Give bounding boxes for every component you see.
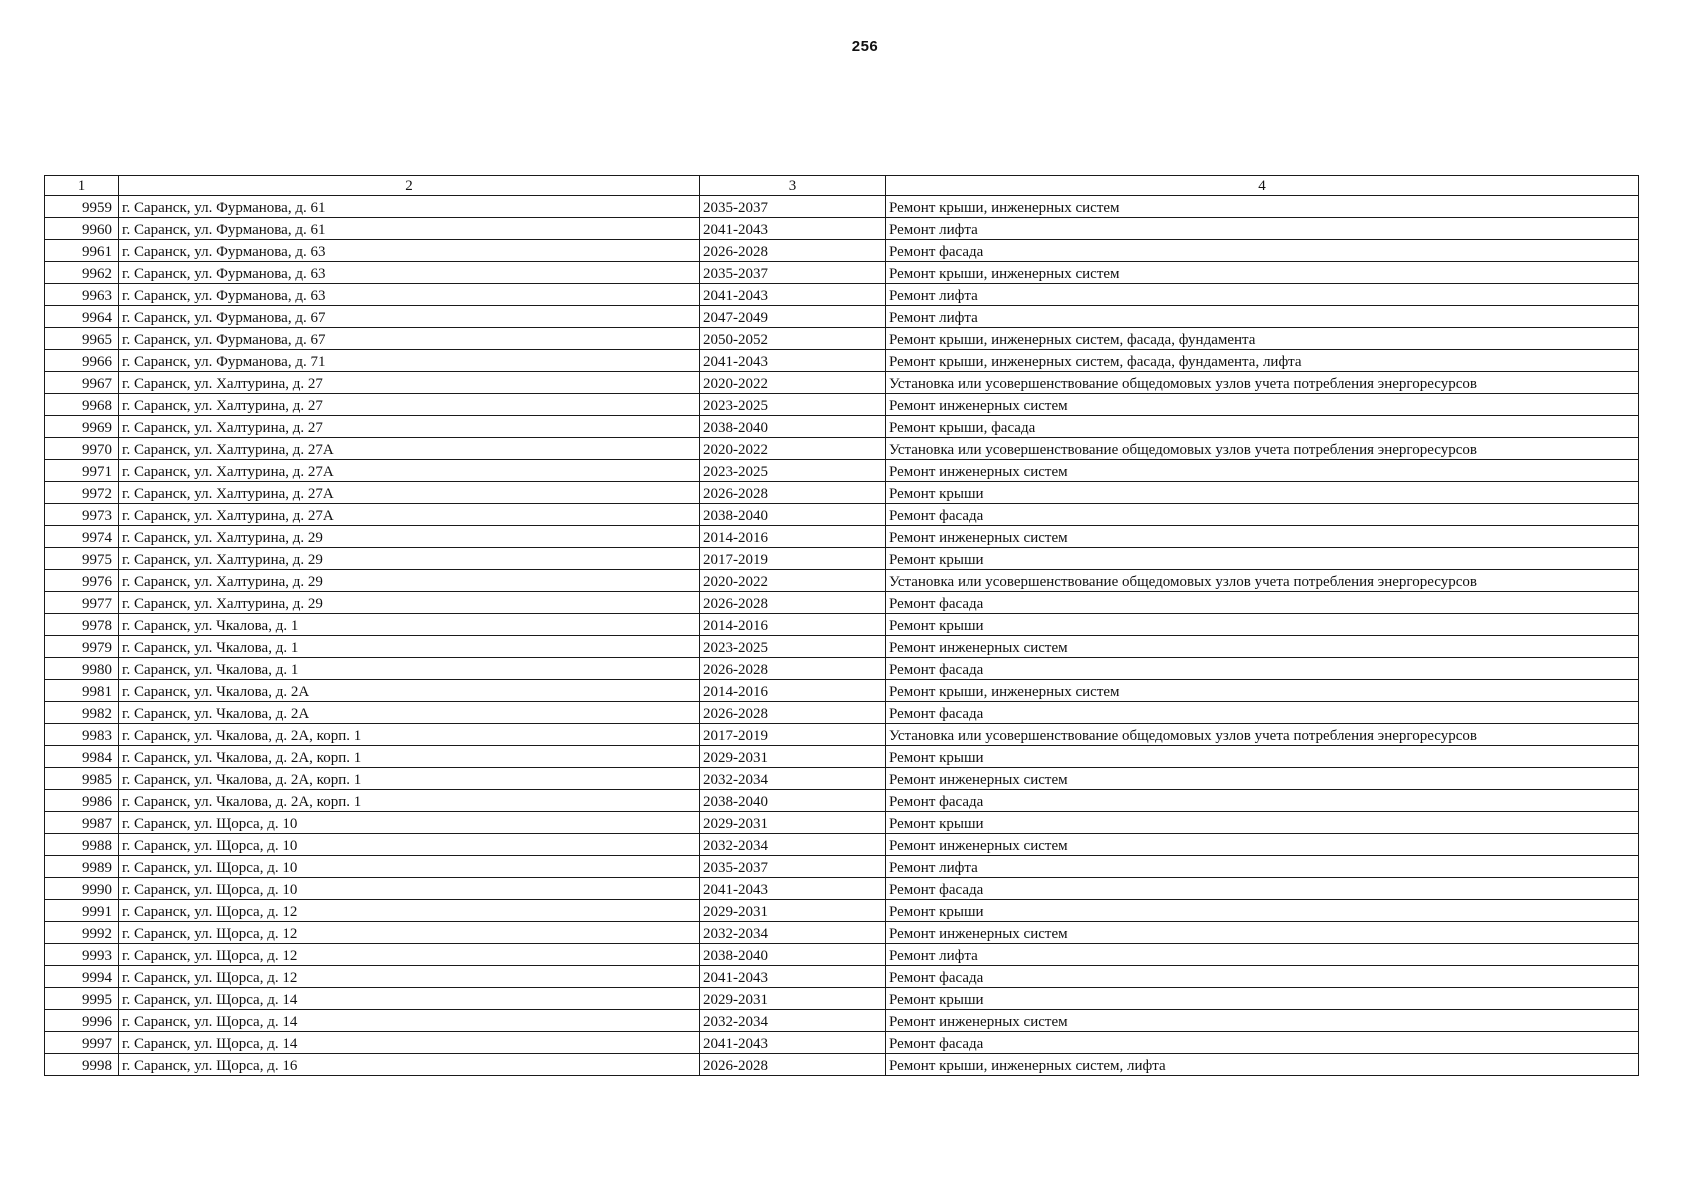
- row-number-cell: 9983: [45, 724, 119, 746]
- period-cell: 2026-2028: [700, 240, 886, 262]
- table-row: [45, 1010, 1639, 1032]
- table-row: [45, 724, 1639, 746]
- work-type-cell: Ремонт крыши: [886, 482, 1639, 504]
- period-cell: 2020-2022: [700, 570, 886, 592]
- row-number-cell: 9973: [45, 504, 119, 526]
- period-cell: 2041-2043: [700, 218, 886, 240]
- work-type-cell: Ремонт крыши: [886, 746, 1639, 768]
- period-cell: 2035-2037: [700, 856, 886, 878]
- work-type-cell: Ремонт инженерных систем: [886, 768, 1639, 790]
- work-type-cell: Ремонт крыши, инженерных систем, фасада, фундамента, лифта: [886, 350, 1639, 372]
- period-cell: 2023-2025: [700, 394, 886, 416]
- work-type-cell: Ремонт крыши: [886, 988, 1639, 1010]
- row-number-cell: 9976: [45, 570, 119, 592]
- table-row: [45, 746, 1639, 768]
- address-cell: г. Саранск, ул. Щорса, д. 12: [119, 922, 700, 944]
- address-cell: г. Саранск, ул. Фурманова, д. 67: [119, 328, 700, 350]
- address-cell: г. Саранск, ул. Щорса, д. 12: [119, 944, 700, 966]
- period-cell: 2023-2025: [700, 460, 886, 482]
- table-row: [45, 460, 1639, 482]
- address-cell: г. Саранск, ул. Чкалова, д. 1: [119, 636, 700, 658]
- row-number-cell: 9969: [45, 416, 119, 438]
- work-type-cell: Установка или усовершенствование общедомовых узлов учета потребления энергоресурсов: [886, 570, 1639, 592]
- work-type-cell: Ремонт фасада: [886, 658, 1639, 680]
- work-type-cell: Ремонт фасада: [886, 504, 1639, 526]
- period-cell: 2038-2040: [700, 790, 886, 812]
- work-type-cell: Ремонт инженерных систем: [886, 1010, 1639, 1032]
- period-cell: 2038-2040: [700, 504, 886, 526]
- row-number-cell: 9996: [45, 1010, 119, 1032]
- work-type-cell: Ремонт крыши, инженерных систем: [886, 196, 1639, 218]
- address-cell: г. Саранск, ул. Халтурина, д. 27А: [119, 460, 700, 482]
- table-row: [45, 592, 1639, 614]
- table-row: [45, 218, 1639, 240]
- work-type-cell: Ремонт фасада: [886, 1032, 1639, 1054]
- work-type-cell: Ремонт крыши, инженерных систем: [886, 262, 1639, 284]
- address-cell: г. Саранск, ул. Халтурина, д. 27: [119, 372, 700, 394]
- row-number-cell: 9991: [45, 900, 119, 922]
- row-number-cell: 9981: [45, 680, 119, 702]
- row-number-cell: 9984: [45, 746, 119, 768]
- address-cell: г. Саранск, ул. Щорса, д. 10: [119, 856, 700, 878]
- period-cell: 2026-2028: [700, 658, 886, 680]
- address-cell: г. Саранск, ул. Чкалова, д. 2А: [119, 680, 700, 702]
- row-number-cell: 9988: [45, 834, 119, 856]
- address-cell: г. Саранск, ул. Фурманова, д. 61: [119, 218, 700, 240]
- table-row: [45, 394, 1639, 416]
- row-number-cell: 9966: [45, 350, 119, 372]
- address-cell: г. Саранск, ул. Халтурина, д. 27: [119, 394, 700, 416]
- row-number-cell: 9959: [45, 196, 119, 218]
- address-cell: г. Саранск, ул. Халтурина, д. 27А: [119, 504, 700, 526]
- column-header-3: 3: [700, 176, 886, 196]
- period-cell: 2026-2028: [700, 482, 886, 504]
- table-row: [45, 834, 1639, 856]
- header-row: [45, 176, 1639, 196]
- row-number-cell: 9975: [45, 548, 119, 570]
- address-cell: г. Саранск, ул. Чкалова, д. 1: [119, 614, 700, 636]
- row-number-cell: 9963: [45, 284, 119, 306]
- column-header-4: 4: [886, 176, 1639, 196]
- row-number-cell: 9998: [45, 1054, 119, 1076]
- table-row: [45, 526, 1639, 548]
- address-cell: г. Саранск, ул. Халтурина, д. 29: [119, 526, 700, 548]
- period-cell: 2038-2040: [700, 944, 886, 966]
- period-cell: 2023-2025: [700, 636, 886, 658]
- period-cell: 2029-2031: [700, 988, 886, 1010]
- work-type-cell: Ремонт крыши, инженерных систем, лифта: [886, 1054, 1639, 1076]
- table-row: [45, 856, 1639, 878]
- period-cell: 2032-2034: [700, 834, 886, 856]
- address-cell: г. Саранск, ул. Щорса, д. 12: [119, 966, 700, 988]
- row-number-cell: 9974: [45, 526, 119, 548]
- address-cell: г. Саранск, ул. Щорса, д. 14: [119, 988, 700, 1010]
- table-row: [45, 548, 1639, 570]
- address-cell: г. Саранск, ул. Чкалова, д. 2А, корп. 1: [119, 768, 700, 790]
- table-row: [45, 240, 1639, 262]
- address-cell: г. Саранск, ул. Халтурина, д. 29: [119, 548, 700, 570]
- table-row: [45, 658, 1639, 680]
- address-cell: г. Саранск, ул. Фурманова, д. 67: [119, 306, 700, 328]
- period-cell: 2041-2043: [700, 966, 886, 988]
- address-cell: г. Саранск, ул. Щорса, д. 14: [119, 1010, 700, 1032]
- row-number-cell: 9993: [45, 944, 119, 966]
- table-row: [45, 790, 1639, 812]
- address-cell: г. Саранск, ул. Халтурина, д. 27А: [119, 438, 700, 460]
- row-number-cell: 9965: [45, 328, 119, 350]
- work-type-cell: Ремонт крыши: [886, 900, 1639, 922]
- row-number-cell: 9994: [45, 966, 119, 988]
- table-row: [45, 438, 1639, 460]
- address-cell: г. Саранск, ул. Чкалова, д. 1: [119, 658, 700, 680]
- table-row: [45, 350, 1639, 372]
- period-cell: 2032-2034: [700, 922, 886, 944]
- address-cell: г. Саранск, ул. Чкалова, д. 2А, корп. 1: [119, 746, 700, 768]
- address-cell: г. Саранск, ул. Фурманова, д. 63: [119, 240, 700, 262]
- table-row: [45, 504, 1639, 526]
- row-number-cell: 9982: [45, 702, 119, 724]
- table-row: [45, 702, 1639, 724]
- table-row: [45, 284, 1639, 306]
- period-cell: 2026-2028: [700, 592, 886, 614]
- period-cell: 2017-2019: [700, 724, 886, 746]
- row-number-cell: 9971: [45, 460, 119, 482]
- table-row: [45, 768, 1639, 790]
- row-number-cell: 9964: [45, 306, 119, 328]
- work-type-cell: Ремонт лифта: [886, 218, 1639, 240]
- work-type-cell: Ремонт фасада: [886, 592, 1639, 614]
- row-number-cell: 9960: [45, 218, 119, 240]
- work-type-cell: Ремонт фасада: [886, 240, 1639, 262]
- table-row: [45, 966, 1639, 988]
- address-cell: г. Саранск, ул. Щорса, д. 16: [119, 1054, 700, 1076]
- row-number-cell: 9972: [45, 482, 119, 504]
- row-number-cell: 9970: [45, 438, 119, 460]
- period-cell: 2035-2037: [700, 196, 886, 218]
- column-header-1: 1: [45, 176, 119, 196]
- address-cell: г. Саранск, ул. Халтурина, д. 27А: [119, 482, 700, 504]
- address-cell: г. Саранск, ул. Фурманова, д. 61: [119, 196, 700, 218]
- work-type-cell: Ремонт инженерных систем: [886, 460, 1639, 482]
- address-cell: г. Саранск, ул. Щорса, д. 10: [119, 834, 700, 856]
- address-cell: г. Саранск, ул. Чкалова, д. 2А, корп. 1: [119, 790, 700, 812]
- capital-repair-table: [44, 175, 1639, 1076]
- table-row: [45, 372, 1639, 394]
- row-number-cell: 9995: [45, 988, 119, 1010]
- work-type-cell: Ремонт инженерных систем: [886, 526, 1639, 548]
- address-cell: г. Саранск, ул. Чкалова, д. 2А: [119, 702, 700, 724]
- period-cell: 2029-2031: [700, 900, 886, 922]
- row-number-cell: 9990: [45, 878, 119, 900]
- table-header: [45, 176, 1639, 196]
- work-type-cell: Ремонт фасада: [886, 702, 1639, 724]
- address-cell: г. Саранск, ул. Фурманова, д. 71: [119, 350, 700, 372]
- work-type-cell: Ремонт крыши: [886, 548, 1639, 570]
- table-row: [45, 944, 1639, 966]
- table-row: [45, 416, 1639, 438]
- period-cell: 2032-2034: [700, 768, 886, 790]
- table-row: [45, 306, 1639, 328]
- table-row: [45, 1032, 1639, 1054]
- period-cell: 2041-2043: [700, 284, 886, 306]
- period-cell: 2020-2022: [700, 372, 886, 394]
- period-cell: 2017-2019: [700, 548, 886, 570]
- address-cell: г. Саранск, ул. Чкалова, д. 2А, корп. 1: [119, 724, 700, 746]
- period-cell: 2047-2049: [700, 306, 886, 328]
- row-number-cell: 9978: [45, 614, 119, 636]
- period-cell: 2014-2016: [700, 526, 886, 548]
- row-number-cell: 9968: [45, 394, 119, 416]
- table-row: [45, 570, 1639, 592]
- row-number-cell: 9989: [45, 856, 119, 878]
- work-type-cell: Ремонт крыши, фасада: [886, 416, 1639, 438]
- row-number-cell: 9986: [45, 790, 119, 812]
- work-type-cell: Ремонт лифта: [886, 944, 1639, 966]
- table-row: [45, 680, 1639, 702]
- table-row: [45, 614, 1639, 636]
- table-row: [45, 196, 1639, 218]
- table-row: [45, 922, 1639, 944]
- period-cell: 2020-2022: [700, 438, 886, 460]
- row-number-cell: 9962: [45, 262, 119, 284]
- work-type-cell: Ремонт лифта: [886, 284, 1639, 306]
- row-number-cell: 9961: [45, 240, 119, 262]
- period-cell: 2014-2016: [700, 614, 886, 636]
- address-cell: г. Саранск, ул. Щорса, д. 10: [119, 812, 700, 834]
- period-cell: 2035-2037: [700, 262, 886, 284]
- work-type-cell: Ремонт фасада: [886, 878, 1639, 900]
- work-type-cell: Ремонт крыши, инженерных систем: [886, 680, 1639, 702]
- address-cell: г. Саранск, ул. Халтурина, д. 29: [119, 570, 700, 592]
- work-type-cell: Установка или усовершенствование общедомовых узлов учета потребления энергоресурсов: [886, 724, 1639, 746]
- period-cell: 2041-2043: [700, 1032, 886, 1054]
- table-row: [45, 900, 1639, 922]
- row-number-cell: 9987: [45, 812, 119, 834]
- work-type-cell: Ремонт инженерных систем: [886, 834, 1639, 856]
- period-cell: 2038-2040: [700, 416, 886, 438]
- row-number-cell: 9985: [45, 768, 119, 790]
- work-type-cell: Ремонт крыши: [886, 812, 1639, 834]
- table-row: [45, 636, 1639, 658]
- column-header-2: 2: [119, 176, 700, 196]
- row-number-cell: 9977: [45, 592, 119, 614]
- period-cell: 2041-2043: [700, 350, 886, 372]
- work-type-cell: Ремонт крыши, инженерных систем, фасада, фундамента: [886, 328, 1639, 350]
- address-cell: г. Саранск, ул. Фурманова, д. 63: [119, 262, 700, 284]
- row-number-cell: 9997: [45, 1032, 119, 1054]
- work-type-cell: Ремонт крыши: [886, 614, 1639, 636]
- work-type-cell: Ремонт фасада: [886, 790, 1639, 812]
- period-cell: 2041-2043: [700, 878, 886, 900]
- period-cell: 2029-2031: [700, 746, 886, 768]
- table-row: [45, 328, 1639, 350]
- table-row: [45, 482, 1639, 504]
- table-row: [45, 1054, 1639, 1076]
- work-type-cell: Ремонт фасада: [886, 966, 1639, 988]
- page-number: 256: [851, 38, 879, 55]
- address-cell: г. Саранск, ул. Халтурина, д. 27: [119, 416, 700, 438]
- row-number-cell: 9979: [45, 636, 119, 658]
- period-cell: 2032-2034: [700, 1010, 886, 1032]
- period-cell: 2014-2016: [700, 680, 886, 702]
- table-row: [45, 262, 1639, 284]
- row-number-cell: 9992: [45, 922, 119, 944]
- table-row: [45, 988, 1639, 1010]
- work-type-cell: Установка или усовершенствование общедомовых узлов учета потребления энергоресурсов: [886, 438, 1639, 460]
- address-cell: г. Саранск, ул. Фурманова, д. 63: [119, 284, 700, 306]
- work-type-cell: Ремонт лифта: [886, 856, 1639, 878]
- table-body: [45, 196, 1639, 1076]
- work-type-cell: Ремонт инженерных систем: [886, 394, 1639, 416]
- work-type-cell: Ремонт лифта: [886, 306, 1639, 328]
- period-cell: 2026-2028: [700, 1054, 886, 1076]
- row-number-cell: 9967: [45, 372, 119, 394]
- period-cell: 2026-2028: [700, 702, 886, 724]
- row-number-cell: 9980: [45, 658, 119, 680]
- table-row: [45, 878, 1639, 900]
- work-type-cell: Установка или усовершенствование общедомовых узлов учета потребления энергоресурсов: [886, 372, 1639, 394]
- address-cell: г. Саранск, ул. Щорса, д. 12: [119, 900, 700, 922]
- address-cell: г. Саранск, ул. Щорса, д. 14: [119, 1032, 700, 1054]
- table-row: [45, 812, 1639, 834]
- period-cell: 2029-2031: [700, 812, 886, 834]
- work-type-cell: Ремонт инженерных систем: [886, 922, 1639, 944]
- address-cell: г. Саранск, ул. Халтурина, д. 29: [119, 592, 700, 614]
- address-cell: г. Саранск, ул. Щорса, д. 10: [119, 878, 700, 900]
- period-cell: 2050-2052: [700, 328, 886, 350]
- work-type-cell: Ремонт инженерных систем: [886, 636, 1639, 658]
